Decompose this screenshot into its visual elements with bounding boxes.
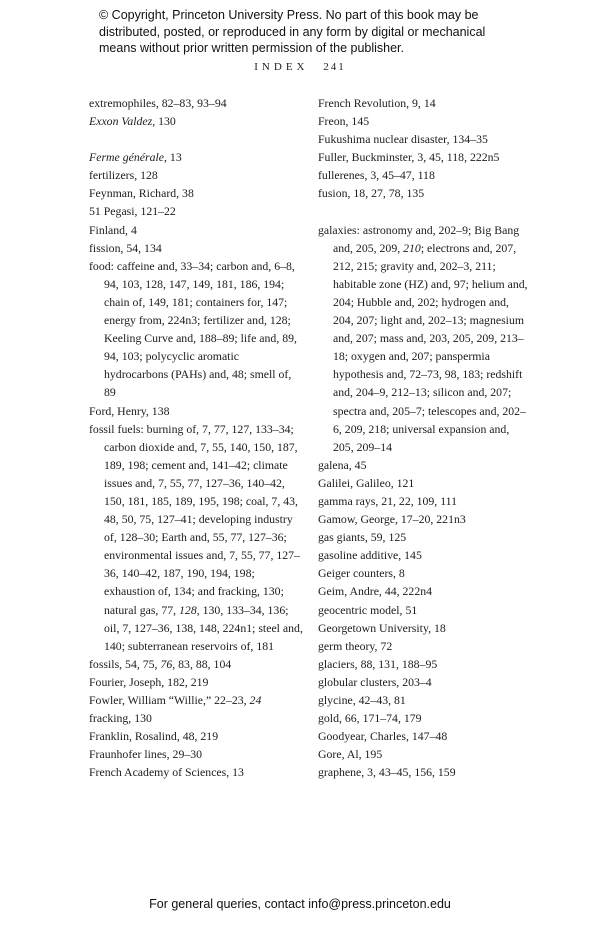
index-entry: fossil fuels: burning of, 7, 77, 127, 133–34; carbon dioxide and, 7, 55, 140, 150, 187, 189, 198; cement and, 141–42; climate issues and, 7, 55, 77, 127–36, 140–42, 150, 181, 185, 189, 195, 198; coal, 7, 43, 48, 50, 75, 127–41; developing industry of, 128–30; Earth and, 55, 77, 127–36; environmental issues and, 7, 55, 77, 127–36, 140–42, 187, 190, 194, 198; exhaustion of, 134; and fracking, 130; natural gas, 77, 128, 130, 133–34, 136; oil, 7, 127–36, 138, 148, 224n1; steel and, 140; subterranean reservoirs of, 181 <box>89 421 303 653</box>
index-entry: fossils, 54, 75, 76, 83, 88, 104 <box>89 656 232 671</box>
index-entry: graphene, 3, 43–45, 156, 159 <box>318 765 456 780</box>
index-entry: Fourier, Joseph, 182, 219 <box>89 674 209 689</box>
index-entry: Gore, Al, 195 <box>318 747 383 762</box>
index-entry: Goodyear, Charles, 147–48 <box>318 729 448 744</box>
index-entry: geocentric model, 51 <box>318 602 418 617</box>
index-entry: fission, 54, 134 <box>89 240 162 255</box>
index-entry: Franklin, Rosalind, 48, 219 <box>89 729 219 744</box>
index-entry: Georgetown University, 18 <box>318 620 446 635</box>
index-entry: French Revolution, 9, 14 <box>318 96 436 110</box>
index-column-left <box>89 94 303 781</box>
index-entry: galena, 45 <box>318 457 367 472</box>
index-entry: fracking, 130 <box>89 711 152 726</box>
index-entry: gasoline additive, 145 <box>318 548 422 563</box>
index-entry: food: caffeine and, 33–34; carbon and, 6–8, 94, 103, 128, 147, 149, 181, 186, 194; chain of, 149, 181; containers for, 147; energy from, 224n3; fertilizer and, 128; Keeling Curve and, 188–89; life and, 89, 94, 103; polycyclic aromatic hydrocarbons (PAHs) and, 48; smell of, 89 <box>89 258 297 400</box>
index-entry: fusion, 18, 27, 78, 135 <box>318 186 425 201</box>
index-entry: gold, 66, 171–74, 179 <box>318 711 422 726</box>
index-entry: Gamow, George, 17–20, 221n3 <box>318 512 466 527</box>
index-entry: Ferme générale, 13 <box>89 150 182 165</box>
index-entry: Galilei, Galileo, 121 <box>318 475 415 490</box>
index-entry: Geim, Andre, 44, 222n4 <box>318 584 433 599</box>
index-entry: galaxies: astronomy and, 202–9; Big Bang and, 205, 209, 210; electrons and, 207, 212, 215; gravity and, 202–3, 211; habitable zone (HZ) and, 97; helium and, 204; Hubble and, 202; hydrogen and, 204, 207; light and, 202–13; magnesium and, 207; mass and, 203, 205, 209, 213–18; oxygen and, 207; panspermia hypothesis and, 72–73, 98, 183; redshift and, 204–9, 212–13; silicon and, 207; spectra and, 205–7; telescopes and, 202–6, 209, 218; universal expansion and, 205, 209–14 <box>318 222 528 454</box>
index-entry: Feynman, Richard, 38 <box>89 186 194 201</box>
index-entry: Freon, 145 <box>318 114 370 129</box>
index-entry: germ theory, 72 <box>318 638 393 653</box>
index-entry: Ford, Henry, 138 <box>89 403 170 418</box>
index-entry: Fowler, William “Willie,” 22–23, 24 <box>89 693 262 707</box>
index-entry: 51 Pegasi, 121–22 <box>89 204 176 219</box>
index-entry: fullerenes, 3, 45–47, 118 <box>318 168 435 183</box>
index-entry: glycine, 42–43, 81 <box>318 693 406 707</box>
running-head <box>0 61 600 73</box>
index-entry: Fuller, Buckminster, 3, 45, 118, 222n5 <box>318 150 500 165</box>
index-column-right <box>318 94 532 781</box>
index-entry: Finland, 4 <box>89 222 137 237</box>
index-entry: Fukushima nuclear disaster, 134–35 <box>318 132 488 147</box>
index-entry: Fraunhofer lines, 29–30 <box>89 747 203 762</box>
page-number: 241 <box>323 61 346 73</box>
index-entry: gas giants, 59, 125 <box>318 530 407 545</box>
index-title: INDEX <box>254 61 309 73</box>
index-entry: gamma rays, 21, 22, 109, 111 <box>318 493 458 508</box>
index-columns <box>89 94 532 781</box>
index-entry: French Academy of Sciences, 13 <box>89 765 244 780</box>
index-entry: glaciers, 88, 131, 188–95 <box>318 656 438 671</box>
index-entry: globular clusters, 203–4 <box>318 674 432 689</box>
footer-contact: For general queries, contact info@press.princeton.edu <box>149 897 451 911</box>
index-entry: extremophiles, 82–83, 93–94 <box>89 96 227 110</box>
index-entry: Exxon Valdez, 130 <box>89 114 176 129</box>
index-entry: Geiger counters, 8 <box>318 566 405 581</box>
copyright-notice: © Copyright, Princeton University Press. No part of this book may be distributed, posted, or reproduced in any form by digital or mechanical means without prior written permission of the publisher. <box>99 8 486 55</box>
index-entry: fertilizers, 128 <box>89 168 158 183</box>
